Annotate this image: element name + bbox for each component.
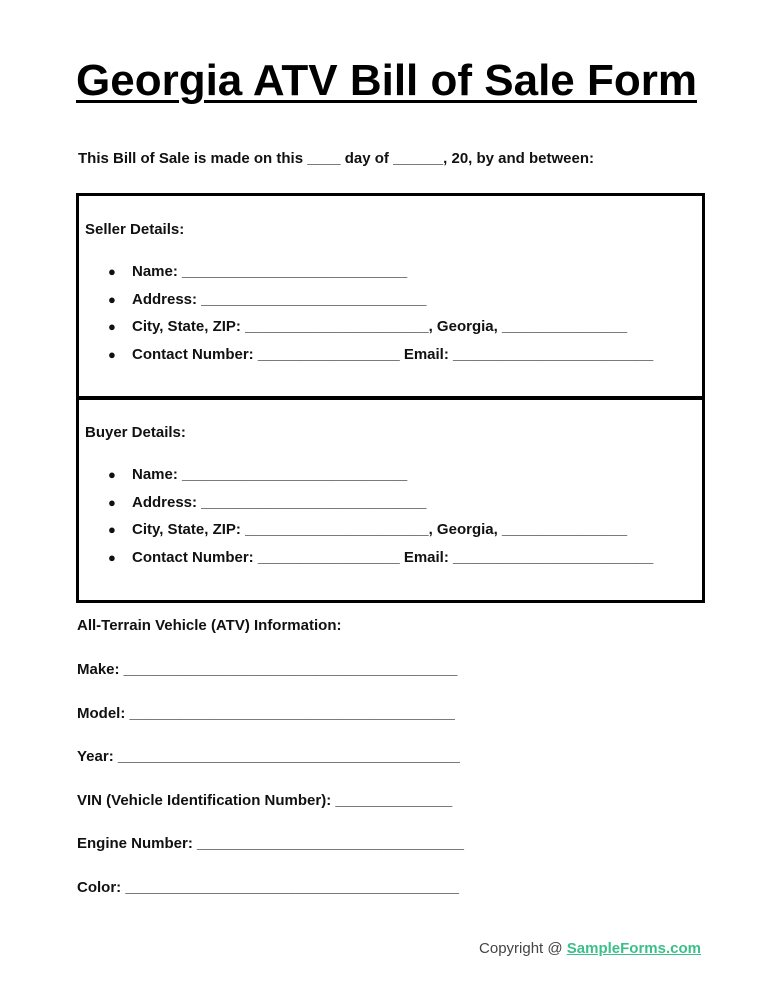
- field-label: Address: ___________________________: [132, 493, 427, 511]
- bullet-icon: ●: [108, 264, 116, 279]
- field-label: Name: ___________________________: [132, 263, 408, 280]
- bullet-icon: ●: [108, 522, 116, 538]
- field-label: City, State, ZIP: ______________________, Georgia, _______________: [132, 318, 628, 336]
- atv-year-field[interactable]: Year: _________________________________________: [77, 748, 460, 765]
- atv-color-field[interactable]: Color: ________________________________________: [77, 879, 460, 896]
- field-label: Contact Number: _________________ Email: ________________________: [132, 549, 654, 567]
- brand-link[interactable]: SampleForms.com: [566, 940, 701, 957]
- copyright-text: Copyright @: [479, 940, 567, 957]
- atv-model-field[interactable]: Model: _______________________________________: [77, 705, 455, 722]
- bullet-icon: ●: [108, 347, 116, 363]
- seller-details-heading: Seller Details:: [85, 221, 185, 238]
- seller-contact-field[interactable]: [79, 345, 653, 373]
- bullet-icon: ●: [108, 291, 116, 307]
- field-label: Address: ___________________________: [132, 290, 427, 308]
- seller-address-field[interactable]: [79, 290, 653, 318]
- buyer-details-box: [76, 396, 705, 603]
- buyer-name-field[interactable]: [79, 465, 653, 493]
- bullet-icon: ●: [108, 550, 116, 566]
- seller-city-state-zip-field[interactable]: [79, 317, 653, 345]
- bullet-icon: ●: [108, 319, 116, 335]
- seller-details-box: [76, 193, 705, 400]
- buyer-contact-field[interactable]: [79, 548, 653, 576]
- atv-make-field[interactable]: Make: ________________________________________: [77, 661, 458, 678]
- atv-engine-number-field[interactable]: Engine Number: ________________________________: [77, 835, 464, 852]
- buyer-fields-list: [79, 465, 653, 576]
- atv-info-heading: All-Terrain Vehicle (ATV) Information:: [77, 617, 342, 634]
- field-label: City, State, ZIP: ______________________, Georgia, _______________: [132, 521, 628, 539]
- bullet-icon: ●: [108, 494, 116, 510]
- seller-fields-list: [79, 262, 653, 373]
- page-title: Georgia ATV Bill of Sale Form: [76, 56, 697, 105]
- seller-name-field[interactable]: [79, 262, 653, 290]
- intro-text: This Bill of Sale is made on this ____ day of ______, 20, by and between:: [78, 150, 595, 167]
- buyer-details-heading: Buyer Details:: [85, 424, 186, 441]
- atv-vin-field[interactable]: VIN (Vehicle Identification Number): ______________: [77, 792, 453, 809]
- buyer-address-field[interactable]: [79, 493, 653, 521]
- field-label: Contact Number: _________________ Email: ________________________: [132, 346, 654, 364]
- copyright-footer: [479, 940, 701, 957]
- field-label: Name: ___________________________: [132, 466, 408, 483]
- bullet-icon: ●: [108, 467, 116, 482]
- buyer-city-state-zip-field[interactable]: [79, 520, 653, 548]
